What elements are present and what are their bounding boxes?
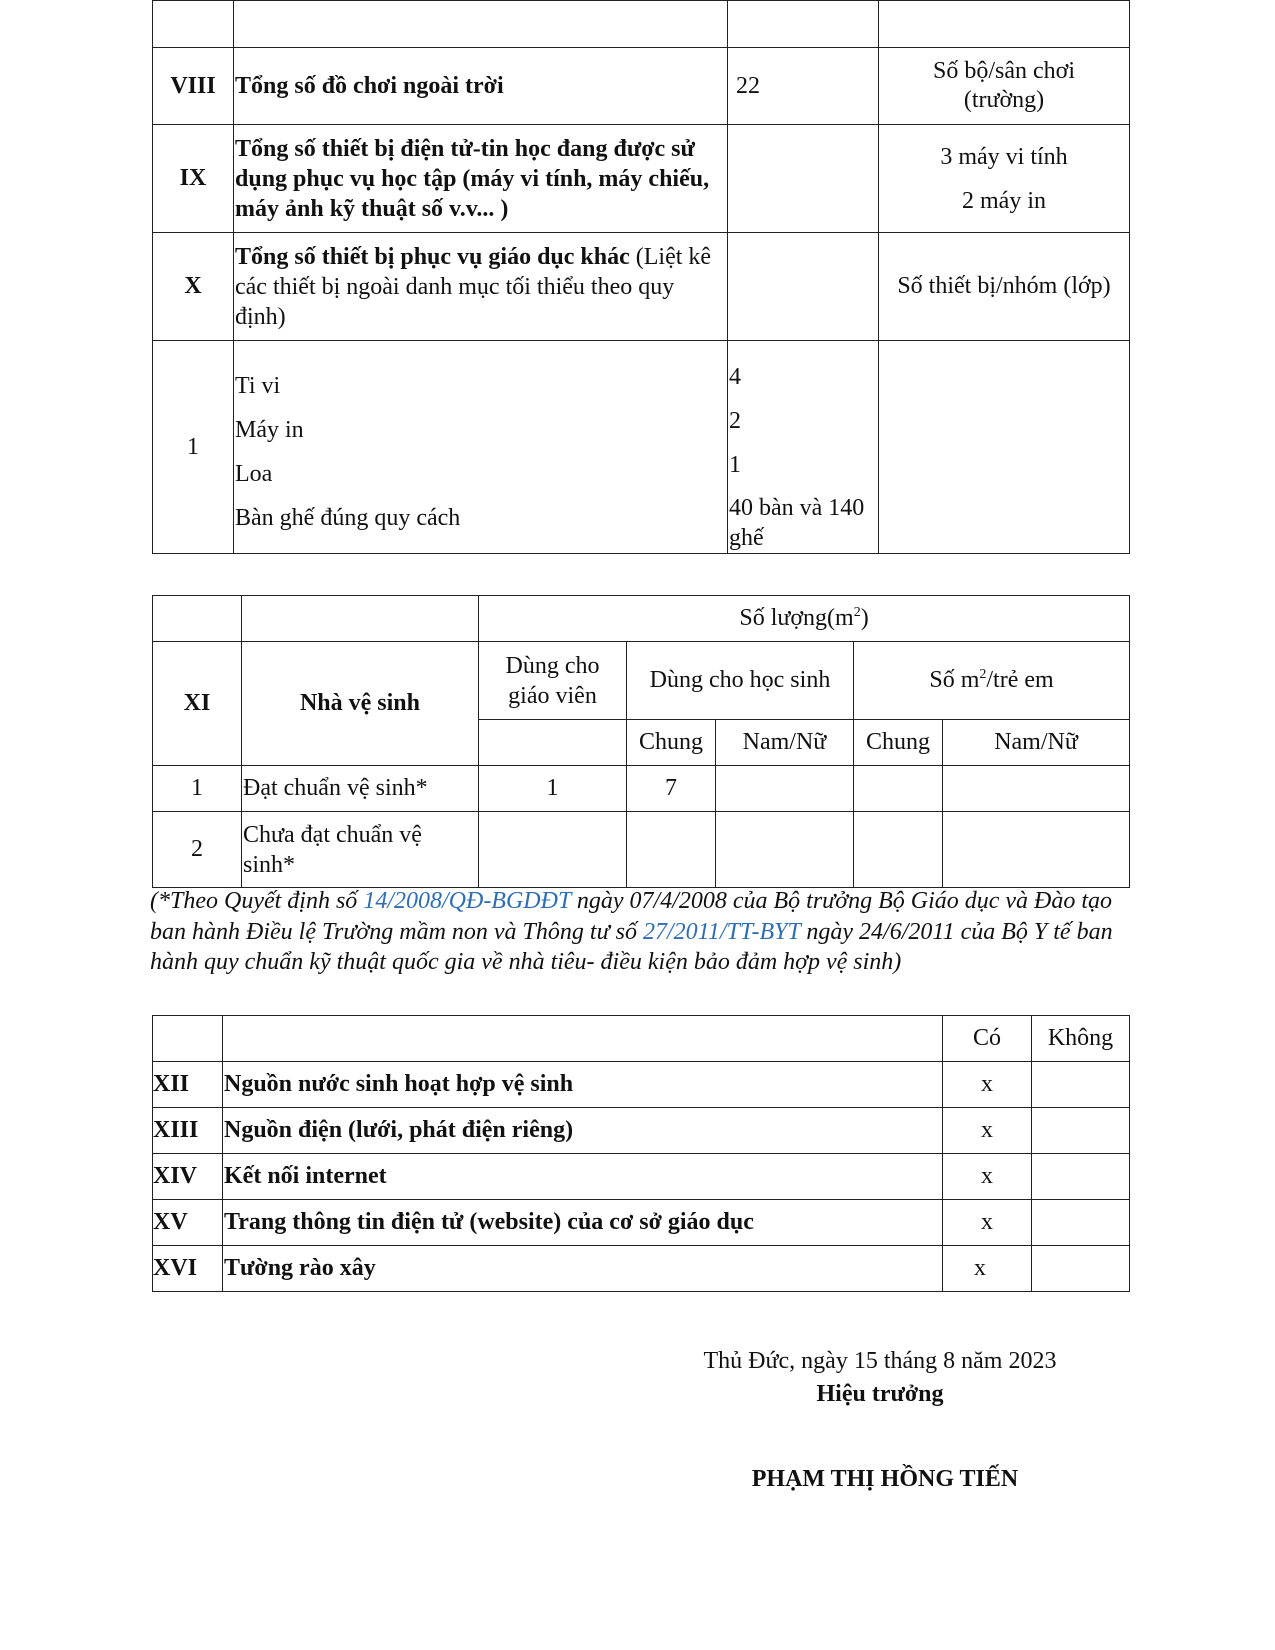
signer-name: PHẠM THỊ HỒNG TIẾN [751, 1466, 1019, 1492]
row-code: XV [153, 1200, 223, 1246]
row-label: Đạt chuẩn vệ sinh* [242, 766, 479, 812]
row-values [728, 341, 879, 554]
table-row [153, 812, 1130, 888]
unit-line: 2 máy in [962, 187, 1046, 214]
cell-yes: x [943, 1246, 1032, 1292]
row-code: XII [153, 1062, 223, 1108]
cell-common [627, 812, 716, 888]
row-unit: Số thiết bị/nhóm (lớp) [879, 233, 1130, 341]
row-label-bold: Tổng số thiết bị phục vụ giáo dục khác [235, 243, 630, 270]
list-item: Loa [235, 461, 273, 487]
list-value: 1 [729, 452, 741, 478]
table-row [153, 1154, 1130, 1200]
section-title: Nhà vệ sinh [242, 642, 479, 766]
list-item: Ti vi [235, 373, 281, 399]
table-row [153, 48, 1130, 125]
row-label: Nguồn điện (lưới, phát điện riêng) [223, 1108, 943, 1154]
circular-link[interactable]: 27/2011/TT-BYT [643, 918, 801, 945]
row-code: X [153, 233, 234, 341]
row-value: 22 [728, 48, 879, 125]
row-label: Tổng số đồ chơi ngoài trời [234, 48, 728, 125]
table-row [153, 642, 1130, 720]
row-value [728, 233, 879, 341]
cell-yes: x [943, 1200, 1032, 1246]
row-code: VIII [153, 48, 234, 125]
cell-pc-common [854, 812, 943, 888]
row-label: Nguồn nước sinh hoạt hợp vệ sinh [223, 1062, 943, 1108]
row-label [234, 233, 728, 341]
cell-yes: x [943, 1154, 1032, 1200]
footnote: (*Theo Quyết định số 14/2008/QĐ-BGDĐT ngày 07/4/2008 của Bộ trưởng Bộ Giáo dục và Đào tạo ban hành Điều lệ Trường mầm non và Thông tư số 27/2011/TT-BYT ngày 24/6/2011 của Bộ Y tế ban hành quy chuẩn kỹ thuật quốc gia về nhà tiêu- điều kiện bảo đảm hợp vệ sinh) [150, 888, 1113, 975]
table-row [153, 233, 1130, 341]
sub-header-common: Chung [854, 720, 943, 766]
cell-no [1032, 1108, 1130, 1154]
cell-common: 7 [627, 766, 716, 812]
table-row [153, 766, 1130, 812]
table-row [153, 1200, 1130, 1246]
cell-pc-gender [943, 766, 1130, 812]
unit-line: 3 máy vi tính [940, 143, 1068, 170]
row-unit [879, 125, 1130, 233]
cell-no [1032, 1200, 1130, 1246]
signer-role: Hiệu trưởng [816, 1381, 944, 1407]
row-code: IX [153, 125, 234, 233]
table-row [153, 1016, 1130, 1062]
cell-pc-gender [943, 812, 1130, 888]
row-label: Chưa đạt chuẩn vệ sinh* [242, 812, 479, 888]
table-row [153, 1246, 1130, 1292]
table-row [153, 125, 1130, 233]
cell-no [1032, 1154, 1130, 1200]
row-no: 2 [153, 812, 242, 888]
cell-teacher [479, 812, 627, 888]
teacher-header: Dùng cho giáo viên [479, 642, 627, 720]
yes-header: Có [943, 1016, 1032, 1062]
student-header: Dùng cho học sinh [627, 642, 854, 720]
cell-teacher: 1 [479, 766, 627, 812]
row-label: Tường rào xây [223, 1246, 943, 1292]
toilet-table [152, 595, 1130, 888]
table-row [153, 341, 1130, 554]
cell-no [1032, 1062, 1130, 1108]
row-code: 1 [153, 341, 234, 554]
per-child-header: Số $m^2$/trẻ em [854, 642, 1130, 720]
no-header: Không [1032, 1016, 1130, 1062]
sub-header-gender: Nam/Nữ [943, 720, 1130, 766]
row-code: XVI [153, 1246, 223, 1292]
row-no: 1 [153, 766, 242, 812]
table-row [153, 1108, 1130, 1154]
row-unit: Số bộ/sân chơi (trường) [879, 48, 1130, 125]
row-value [728, 125, 879, 233]
decision-link[interactable]: 14/2008/QĐ-BGDĐT [363, 888, 571, 914]
table-row [153, 596, 1130, 642]
sub-header-common: Chung [627, 720, 716, 766]
row-label-rest: (Liệt kê các thiết bị ngoài danh mục tối thiểu theo quy định) [235, 243, 712, 330]
cell-gender [716, 766, 854, 812]
list-value: 2 [729, 408, 741, 434]
quantity-header: Số $lượng(m^2)$ [479, 596, 1130, 642]
table-row [153, 1, 1130, 48]
cell-yes: x [943, 1062, 1032, 1108]
equipment-table [152, 0, 1130, 554]
list-value: 40 bàn và 140 ghế [729, 495, 865, 551]
row-code: XIII [153, 1108, 223, 1154]
row-code: XIV [153, 1154, 223, 1200]
row-label: Trang thông tin điện tử (website) của cơ sở giáo dục [223, 1200, 943, 1246]
section-code: XI [153, 642, 242, 766]
cell-gender [716, 812, 854, 888]
row-label: Kết nối internet [223, 1154, 943, 1200]
list-item: Bàn ghế đúng quy cách [235, 505, 461, 531]
cell-yes: x [943, 1108, 1032, 1154]
row-label: Tổng số thiết bị điện tử-tin học đang được sử dụng phục vụ học tập (máy vi tính, máy chiếu, máy ảnh kỹ thuật số v.v... ) [234, 125, 728, 233]
place-date: Thủ Đức, ngày 15 tháng 8 năm 2023 [703, 1348, 1057, 1374]
list-item: Máy in [235, 417, 304, 443]
cell-no [1032, 1246, 1130, 1292]
cell-pc-common [854, 766, 943, 812]
sub-header-gender: Nam/Nữ [716, 720, 854, 766]
list-value: 4 [729, 364, 741, 390]
facilities-table [152, 1015, 1130, 1292]
table-row [153, 1062, 1130, 1108]
row-items [234, 341, 728, 554]
